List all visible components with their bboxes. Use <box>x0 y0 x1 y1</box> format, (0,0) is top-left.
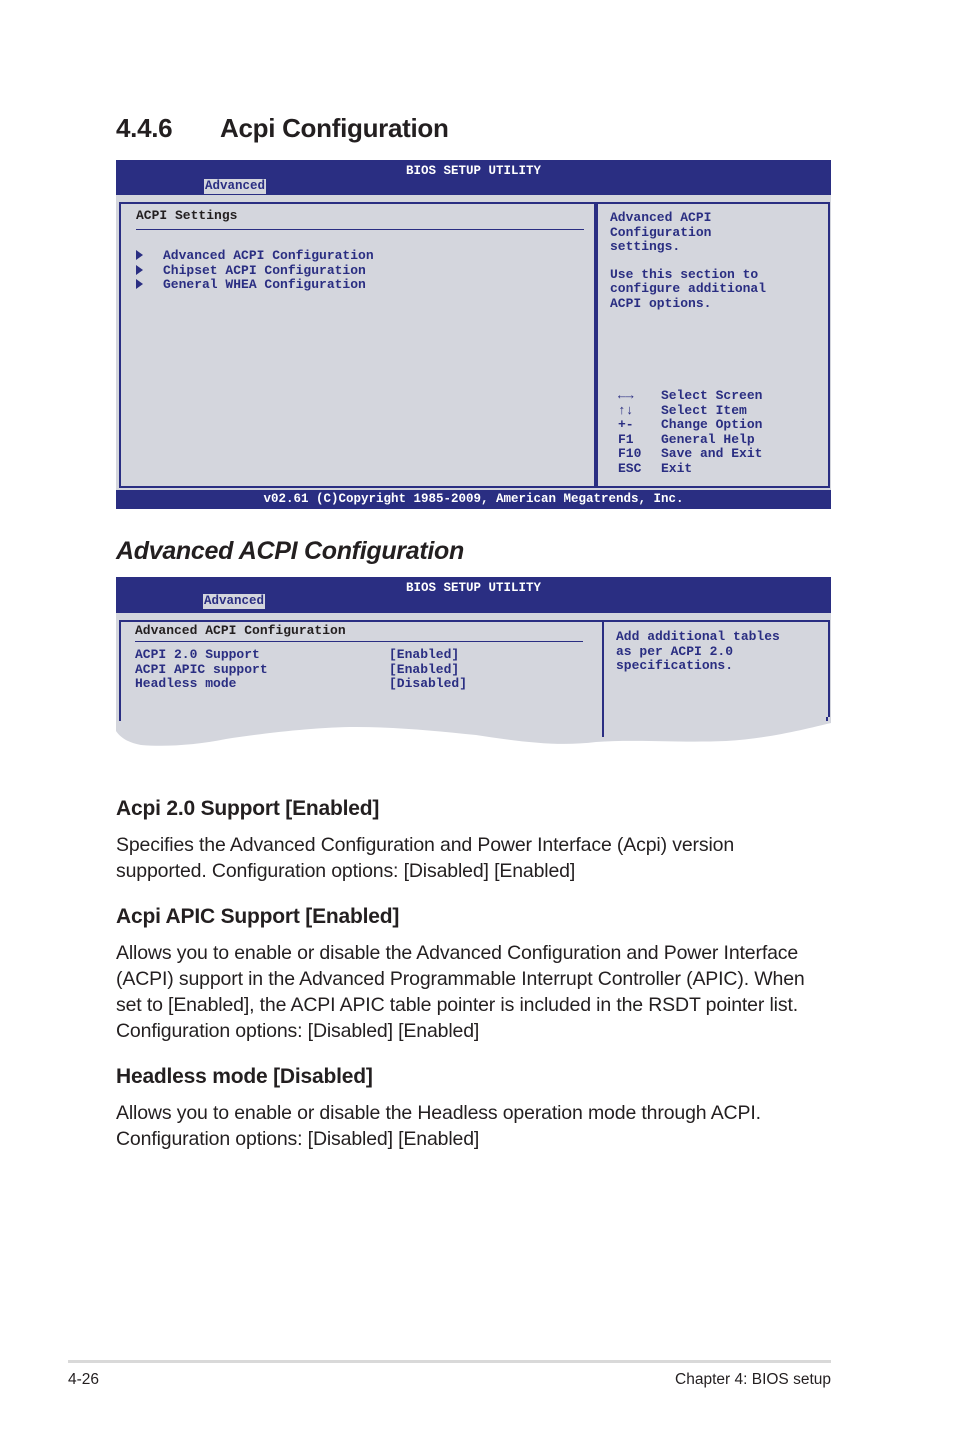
title-underline <box>136 229 584 230</box>
help-line: settings. <box>610 239 681 254</box>
key-esc: ESC <box>618 460 642 476</box>
key-legend <box>618 389 762 476</box>
bios-header-bar <box>116 160 831 195</box>
submenu-arrow-icon <box>136 265 143 275</box>
chapter-label: Chapter 4: BIOS setup <box>675 1371 831 1388</box>
left-panel-title: ACPI Settings <box>136 208 238 223</box>
key-row: F1 General Help <box>618 431 755 447</box>
help-line: as per ACPI 2.0 <box>616 643 734 659</box>
help-line: configure additional <box>610 281 767 296</box>
setting-value: [Enabled] <box>389 647 460 662</box>
torn-edge-graphic <box>116 717 831 752</box>
key-arrows-lr: ←→ <box>618 388 634 403</box>
help-line: ACPI options. <box>610 295 712 311</box>
help-line: Advanced ACPI <box>610 210 712 225</box>
key-f1: F1 <box>618 431 634 447</box>
key-arrows-ud: ↑↓ <box>618 402 634 418</box>
help-line <box>610 255 766 268</box>
setting-headless-mode[interactable]: Headless mode [Disabled] <box>135 676 468 691</box>
bios-left-panel <box>119 202 596 488</box>
left-panel-title: Advanced ACPI Configuration <box>135 623 346 638</box>
tab-advanced[interactable]: Advanced <box>204 594 265 608</box>
bios-footer-bar <box>116 490 831 509</box>
key-plus-minus: +- <box>618 417 634 432</box>
page-number: 4-26 <box>68 1371 100 1388</box>
bios-copyright: v02.61 (C)Copyright 1985-2009, American Megatrends, Inc. <box>263 492 684 506</box>
bios-body <box>116 195 831 490</box>
help-line: Configuration <box>610 224 712 240</box>
key-row: F10 Save and Exit <box>618 446 763 461</box>
help-text <box>610 211 766 311</box>
item-heading-headless-mode: Headless mode [Disabled] <box>116 1065 373 1088</box>
item-heading-acpi-apic-support: Acpi APIC Support [Enabled] <box>116 905 400 928</box>
submenu-item-general-whea[interactable]: General WHEA Configuration <box>136 278 374 293</box>
section-title: Acpi Configuration <box>220 113 449 143</box>
tab-advanced[interactable]: Advanced <box>205 179 266 193</box>
setting-acpi-apic-support[interactable]: ACPI APIC support [Enabled] <box>135 661 460 677</box>
title-underline <box>135 641 583 642</box>
item-description-acpi-apic-support: Allows you to enable or disable the Advanced Configuration and Power Interface (ACPI) support in the Advanced Programmable Interrupt Controller (APIC). When set to [Enabled], the ACPI APIC table pointer is included in the RSDT pointer list. Configuration options: [Disabled] [Enabled] <box>116 942 805 1042</box>
bios-header-bar <box>116 577 831 613</box>
help-line: Use this section to <box>610 266 759 282</box>
item-description-acpi-2-support: Specifies the Advanced Configuration and Power Interface (Acpi) version supported. Configuration options: [Disabled] [Enabled] <box>116 834 735 882</box>
key-row: ↑↓ Select Item <box>618 402 747 418</box>
setting-value: [Disabled] <box>389 676 468 691</box>
key-row: +- Change Option <box>618 417 763 432</box>
bios-header-title: BIOS SETUP UTILITY <box>405 164 542 178</box>
section-heading <box>116 113 449 144</box>
item-heading-acpi-2-support: Acpi 2.0 Support [Enabled] <box>116 797 380 820</box>
submenu-item-chipset-acpi[interactable]: Chipset ACPI Configuration <box>136 264 374 279</box>
help-line: Add additional tables <box>616 629 780 644</box>
submenu-arrow-icon <box>136 279 143 289</box>
submenu-arrow-icon <box>136 250 143 260</box>
subsection-heading: Advanced ACPI Configuration <box>116 537 464 565</box>
footer-rule <box>68 1360 831 1363</box>
submenu-list <box>136 249 374 293</box>
item-description-headless-mode: Allows you to enable or disable the Headless operation mode through ACPI. Configuration options: [Disabled] [Enabled] <box>116 1102 761 1150</box>
bios-screen-advanced-acpi <box>116 577 831 752</box>
key-row: ESC Exit <box>618 460 693 476</box>
setting-value: [Enabled] <box>389 661 460 677</box>
key-f10: F10 <box>618 446 642 461</box>
submenu-item-advanced-acpi[interactable]: Advanced ACPI Configuration <box>136 249 374 264</box>
help-line: specifications. <box>616 658 734 673</box>
settings-list <box>135 648 467 692</box>
bios-body <box>116 613 831 723</box>
help-text <box>616 630 780 674</box>
key-row: ←→ Select Screen <box>618 388 763 403</box>
bios-screen-acpi-settings <box>116 160 831 509</box>
setting-acpi-2-support[interactable]: ACPI 2.0 Support [Enabled] <box>135 647 460 662</box>
bios-header-title: BIOS SETUP UTILITY <box>405 581 542 595</box>
section-number: 4.4.6 <box>116 113 173 143</box>
